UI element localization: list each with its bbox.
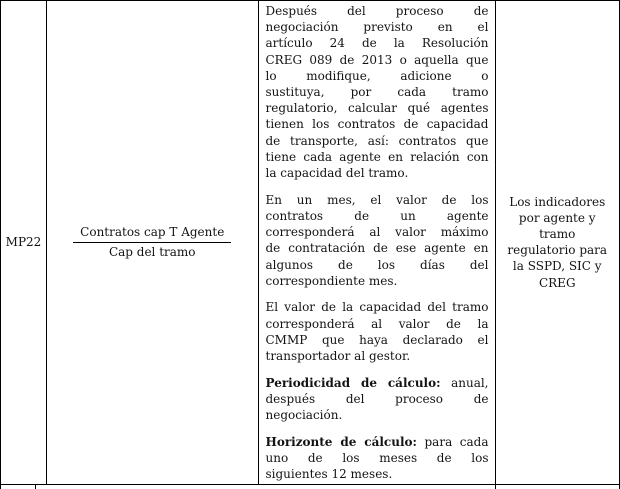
paragraph	[266, 299, 489, 364]
text-line: lo modifique, adicione o	[265, 68, 489, 83]
text-line: correspondiente mes.	[265, 273, 398, 288]
horizon-label: Horizonte de cálculo:	[265, 434, 417, 449]
text-line: regulatorio para	[507, 243, 608, 258]
text-line: algunos de los días del	[265, 257, 489, 272]
text-line: contratos de un agente	[265, 208, 489, 223]
text-line: corresponderá al valor máximo	[265, 225, 489, 240]
text-line: la capacidad del tramo.	[265, 166, 409, 181]
text-line: negociación.	[265, 408, 343, 423]
text-line	[266, 375, 489, 391]
text-line: Los indicadores	[509, 194, 606, 209]
text-line: CMMP que haya declarado el	[265, 332, 489, 347]
formula-fraction	[73, 225, 231, 260]
text-line: uno de los meses de los	[265, 451, 489, 466]
indicator-code: MP22	[5, 235, 42, 250]
text-run: anual,	[451, 375, 489, 390]
paragraph	[266, 3, 489, 181]
indicator-code-cell	[1, 1, 47, 484]
paragraph	[266, 375, 489, 424]
text-line: negociación previsto en el	[265, 20, 489, 35]
periodicity-label: Periodicidad de cálculo:	[265, 375, 441, 390]
description-cell	[259, 1, 496, 484]
next-row-cell	[1, 485, 36, 489]
text-line: CREG 089 de 2013 o aquella que	[265, 52, 489, 67]
text-line: El valor de la capacidad del tramo	[265, 300, 489, 315]
text-line: corresponderá al valor de la	[265, 316, 489, 331]
formula-denominator: Cap del tramo	[108, 244, 196, 259]
paragraph	[266, 192, 489, 289]
text-line: CREG	[538, 275, 576, 290]
formula-cell	[47, 1, 259, 484]
text-line: tiene cada agente en relación con	[265, 149, 489, 164]
text-line: regulatorio, calcular qué agentes	[265, 101, 489, 116]
text-line: de contratación de ese agente en	[265, 241, 489, 256]
text-line: sustituya, por cada tramo	[265, 85, 489, 100]
next-row-cell	[496, 485, 619, 489]
text-run: para cada	[424, 434, 489, 449]
text-line: En un mes, el valor de los	[265, 192, 489, 207]
text-line: de transporte, así: contratos que	[265, 133, 489, 148]
next-table-row	[1, 485, 619, 489]
delivery-cell	[496, 1, 620, 484]
text-line: por agente y	[518, 210, 596, 225]
text-line: artículo 24 de la Resolución	[265, 36, 489, 51]
formula-numerator: Contratos cap T Agente	[73, 225, 231, 243]
text-line	[266, 434, 489, 450]
indicator-row	[1, 1, 619, 485]
text-line: Después del proceso de	[265, 4, 489, 18]
text-line: tienen los contratos de capacidad	[265, 117, 489, 132]
text-line: siguientes 12 meses.	[265, 467, 393, 482]
text-line: transportador al gestor.	[265, 349, 411, 364]
text-line: la SSPD, SIC y	[512, 259, 602, 274]
paragraph	[266, 434, 489, 483]
text-line: después del proceso de	[265, 391, 489, 406]
next-row-cell	[36, 485, 496, 489]
text-line: tramo	[539, 227, 576, 242]
